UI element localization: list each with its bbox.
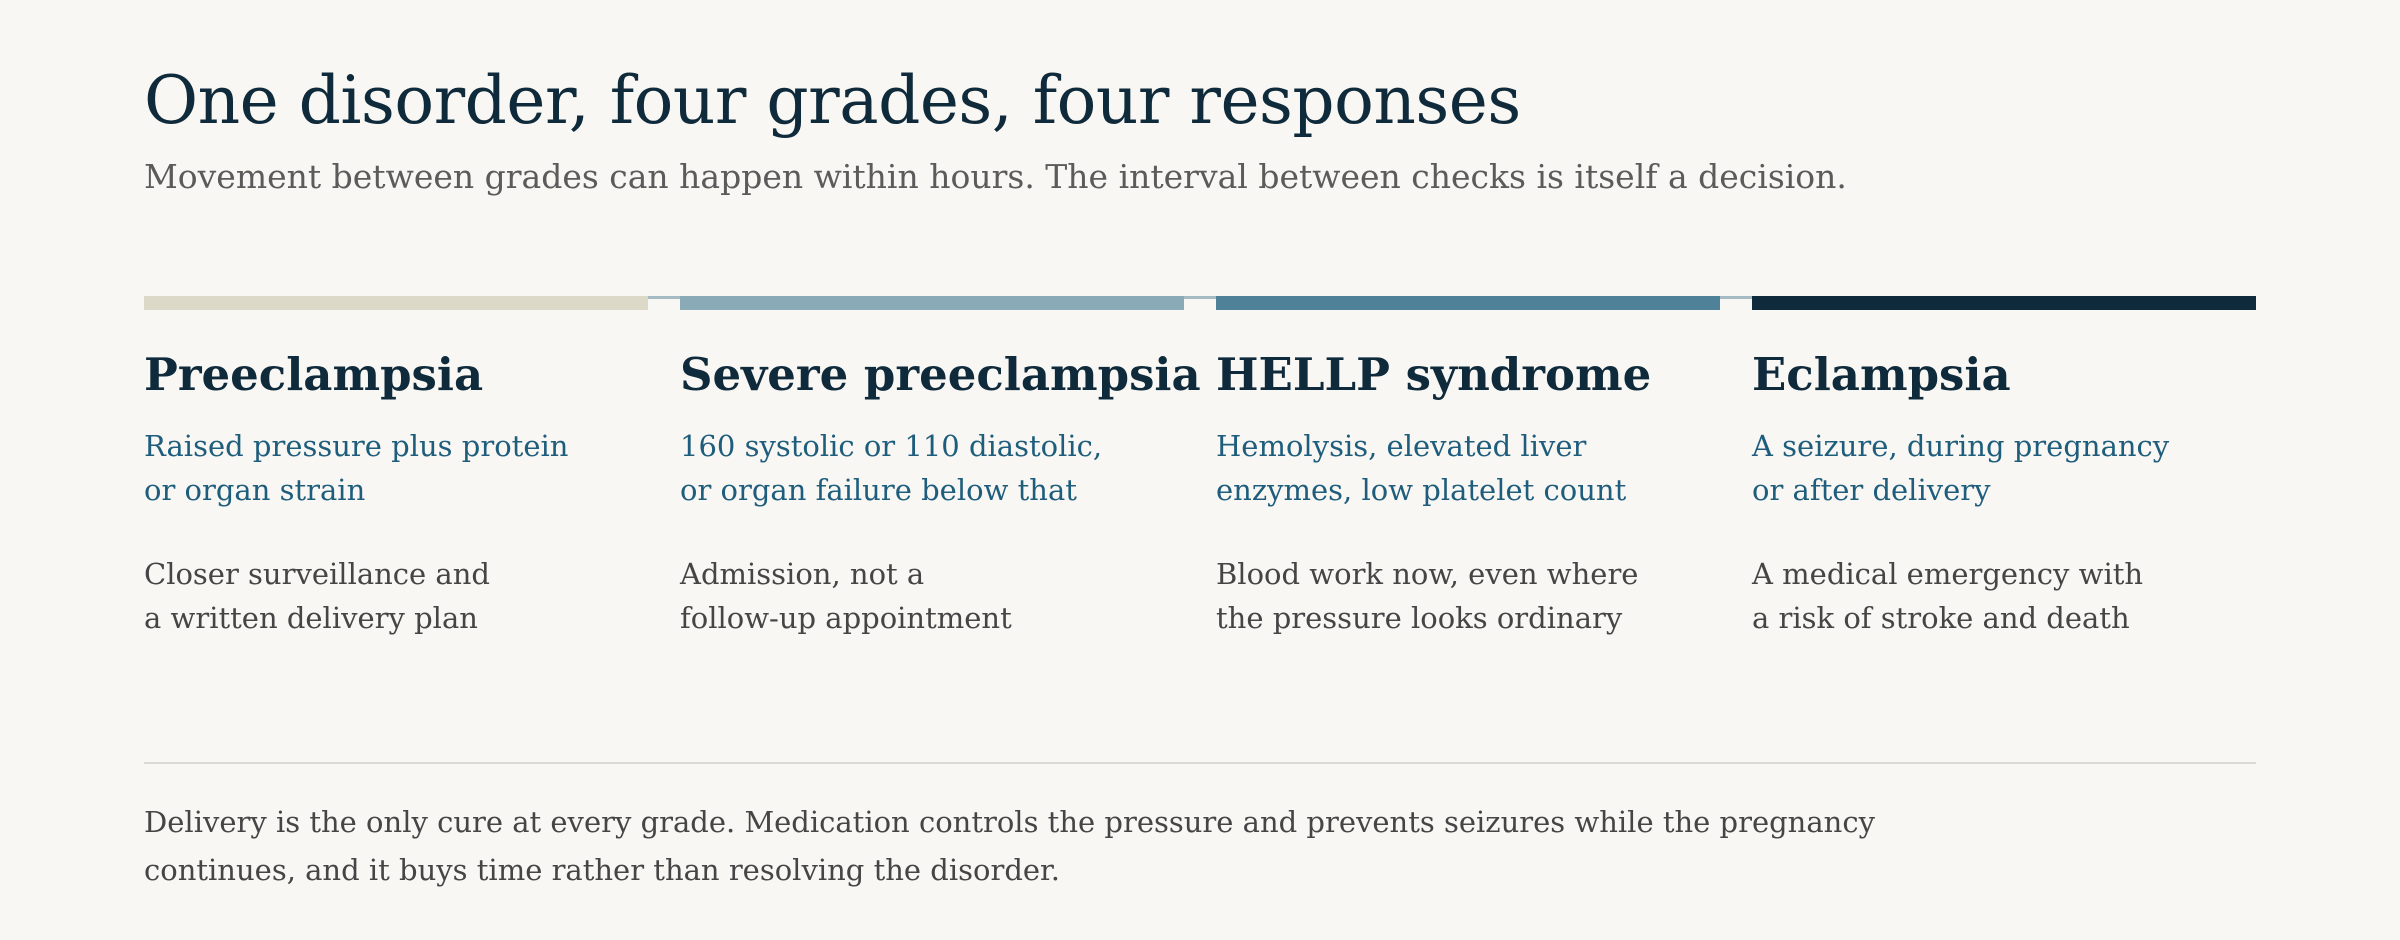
grade-columns: [144, 296, 2256, 656]
footnote-line: continues, and it buys time rather than resolving the disorder.: [144, 853, 1060, 887]
grade-response-line: A medical emergency with: [1752, 557, 2144, 591]
grade-criteria: [680, 424, 1102, 512]
grade-column-eclampsia: [1752, 296, 2256, 656]
grade-name: Eclampsia: [1752, 348, 2011, 401]
grade-response-line: follow-up appointment: [680, 601, 1012, 635]
page-subtitle: Movement between grades can happen within hours. The interval between checks is itself a decision.: [144, 157, 1847, 196]
grade-response: [144, 552, 490, 640]
grade-response: [680, 552, 1012, 640]
grade-criteria-line: Raised pressure plus protein: [144, 429, 569, 463]
grade-response-line: the pressure looks ordinary: [1216, 601, 1623, 635]
grade-criteria-line: Hemolysis, elevated liver: [1216, 429, 1587, 463]
grade-column-preeclampsia: [144, 296, 648, 656]
grade-name: HELLP syndrome: [1216, 348, 1652, 401]
grade-criteria-line: 160 systolic or 110 diastolic,: [680, 429, 1103, 463]
grade-response: [1752, 552, 2143, 640]
grade-criteria: [1216, 424, 1626, 512]
grade-column-severe-preeclampsia: [680, 296, 1201, 656]
grade-response-line: Blood work now, even where: [1216, 557, 1639, 591]
grade-severity-bar: [144, 296, 648, 310]
page-title: One disorder, four grades, four responses: [144, 62, 1521, 139]
grade-criteria-line: enzymes, low platelet count: [1216, 473, 1627, 507]
footnote-line: Delivery is the only cure at every grade. Medication controls the pressure and prevents seizures while the pregnancy: [144, 805, 1875, 839]
grade-response-line: Closer surveillance and: [144, 557, 490, 591]
grade-criteria: [1752, 424, 2169, 512]
grade-response-line: Admission, not a: [680, 557, 925, 591]
footnote: [144, 798, 1875, 894]
grade-response-line: a risk of stroke and death: [1752, 601, 2130, 635]
grade-name: Preeclampsia: [144, 348, 484, 401]
page: [144, 0, 2256, 940]
grade-criteria: [144, 424, 568, 512]
grade-column-hellp-syndrome: [1216, 296, 1720, 656]
grade-response-line: a written delivery plan: [144, 601, 478, 635]
grade-response: [1216, 552, 1638, 640]
grade-criteria-line: or after delivery: [1752, 473, 1991, 507]
grade-severity-bar: [680, 296, 1184, 310]
grade-severity-bar: [1216, 296, 1720, 310]
grade-criteria-line: or organ failure below that: [680, 473, 1077, 507]
grade-severity-bar: [1752, 296, 2256, 310]
grade-name: Severe preeclampsia: [680, 348, 1201, 401]
divider: [144, 762, 2256, 764]
grade-criteria-line: A seizure, during pregnancy: [1752, 429, 2170, 463]
grade-criteria-line: or organ strain: [144, 473, 366, 507]
